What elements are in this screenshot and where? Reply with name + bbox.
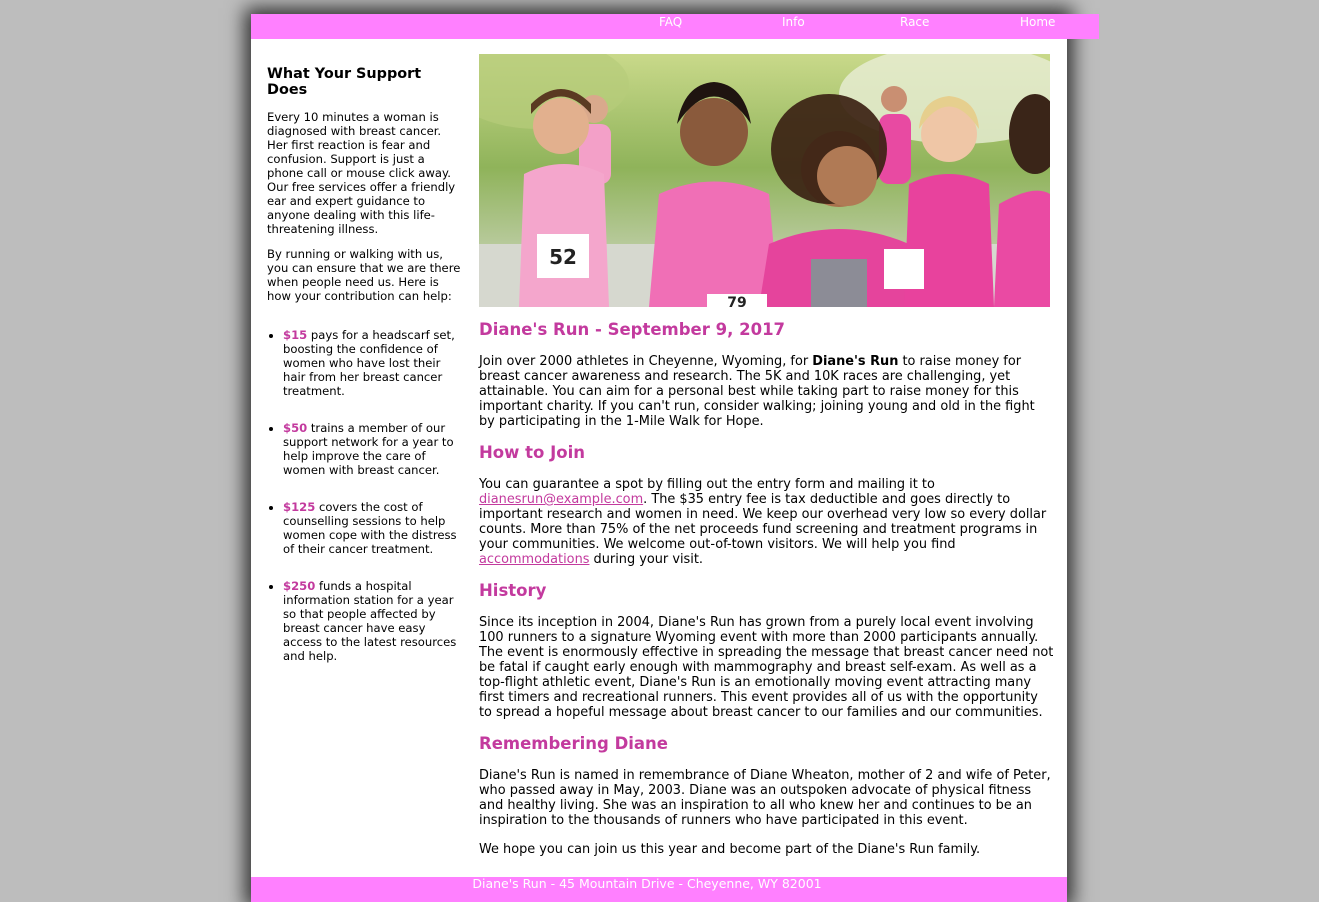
join-paragraph: You can guarantee a spot by filling out the entry form and mailing it to dianesrun@example.com. The $35 entry fee is tax deductible and goes directly to important research and women in need. We keep our overhead very low so every dollar counts. More than 75% of the net proceeds fund screening and treatment programs in your communities. We welcome out-of-town visitors. We will help you find accommodations during your visit. — [479, 477, 1047, 567]
amount-description: covers the cost of counselling sessions to help women cope with the distress of their cancer treatment. — [283, 500, 457, 556]
section-heading-history: History — [479, 581, 547, 600]
amount-label: $50 — [283, 421, 308, 435]
closing-paragraph: We hope you can join us this year and become part of the Diane's Run family. — [479, 842, 981, 857]
top-navigation — [251, 14, 1099, 39]
nav-link-race[interactable]: Race — [900, 15, 930, 29]
amount-label: $15 — [283, 328, 308, 342]
amount-description: pays for a headscarf set, boosting the confidence of women who have lost their hair from her breast cancer treatment. — [283, 328, 455, 398]
nav-link-faq[interactable]: FAQ — [659, 15, 683, 29]
section-heading-remembering-diane: Remembering Diane — [479, 734, 668, 753]
amount-label: $250 — [283, 579, 316, 593]
amount-label: $125 — [283, 500, 316, 514]
amount-description: funds a hospital information station for a year so that people affected by breast cancer have easy access to the latest resources and help. — [283, 579, 457, 663]
list-item — [283, 500, 462, 556]
accommodations-link[interactable]: accommodations — [479, 552, 590, 567]
main-content — [479, 320, 1054, 871]
nav-link-info[interactable]: Info — [782, 15, 805, 29]
section-heading-how-to-join: How to Join — [479, 443, 585, 462]
runners-photo — [479, 54, 1050, 307]
sidebar-heading: What Your Support Does — [267, 66, 422, 98]
race-bib-number: 79 — [727, 295, 747, 307]
intro-paragraph: Join over 2000 athletes in Cheyenne, Wyoming, for Diane's Run to raise money for breast cancer awareness and research. The 5K and 10K races are challenging, yet attainable. You can aim for a personal best while taking part to raise money for this important charity. If you can't run, consider walking; joining young and old in the fight by participating in the 1-Mile Walk for Hope. — [479, 354, 1035, 429]
contribution-list — [267, 328, 462, 663]
history-paragraph: Since its inception in 2004, Diane's Run has grown from a purely local event involving 100 runners to a signature Wyoming event with more than 2000 participants annually. The event is enormously effective in spreading the message that breast cancer need not be fatal if caught early enough with mammography and breast self-exam. As well as a top-flight athletic event, Diane's Run is an emotionally moving event attracting many first timers and recreational runners. This event provides all of us with the opportunity to spread a hopeful message about breast cancer to our families and our communities. — [479, 615, 1054, 720]
sidebar-paragraph: Every 10 minutes a woman is diagnosed with breast cancer. Her first reaction is fear and confusion. Support is just a phone call or mouse click away. Our free services offer a friendly ear and expert guidance to anyone dealing with this life-threatening illness. — [267, 110, 456, 236]
page-title: Diane's Run - September 9, 2017 — [479, 320, 786, 339]
footer — [251, 877, 1067, 902]
amount-description: trains a member of our support network for a year to help improve the care of women with breast cancer. — [283, 421, 454, 477]
race-bib-number: 52 — [549, 245, 577, 269]
list-item — [283, 579, 462, 663]
page-container — [251, 14, 1067, 902]
hero-image — [479, 54, 1050, 307]
list-item — [283, 328, 462, 398]
nav-link-home[interactable]: Home — [1020, 15, 1056, 29]
remembering-paragraph: Diane's Run is named in remembrance of Diane Wheaton, mother of 2 and wife of Peter, who passed away in May, 2003. Diane was an outspoken advocate of physical fitness and healthy living. She was an inspiration to all who knew her and continues to be an inspiration to the thousands of runners who have participated in this event. — [479, 768, 1051, 828]
list-item — [283, 421, 462, 477]
sidebar-paragraph: By running or walking with us, you can ensure that we are there when people need us. Here is how your contribution can help: — [267, 247, 461, 303]
footer-address: Diane's Run - 45 Mountain Drive - Cheyenne, WY 82001 — [472, 876, 822, 891]
sidebar — [267, 66, 462, 686]
event-name: Diane's Run — [812, 354, 899, 369]
email-link[interactable]: dianesrun@example.com — [479, 492, 644, 507]
